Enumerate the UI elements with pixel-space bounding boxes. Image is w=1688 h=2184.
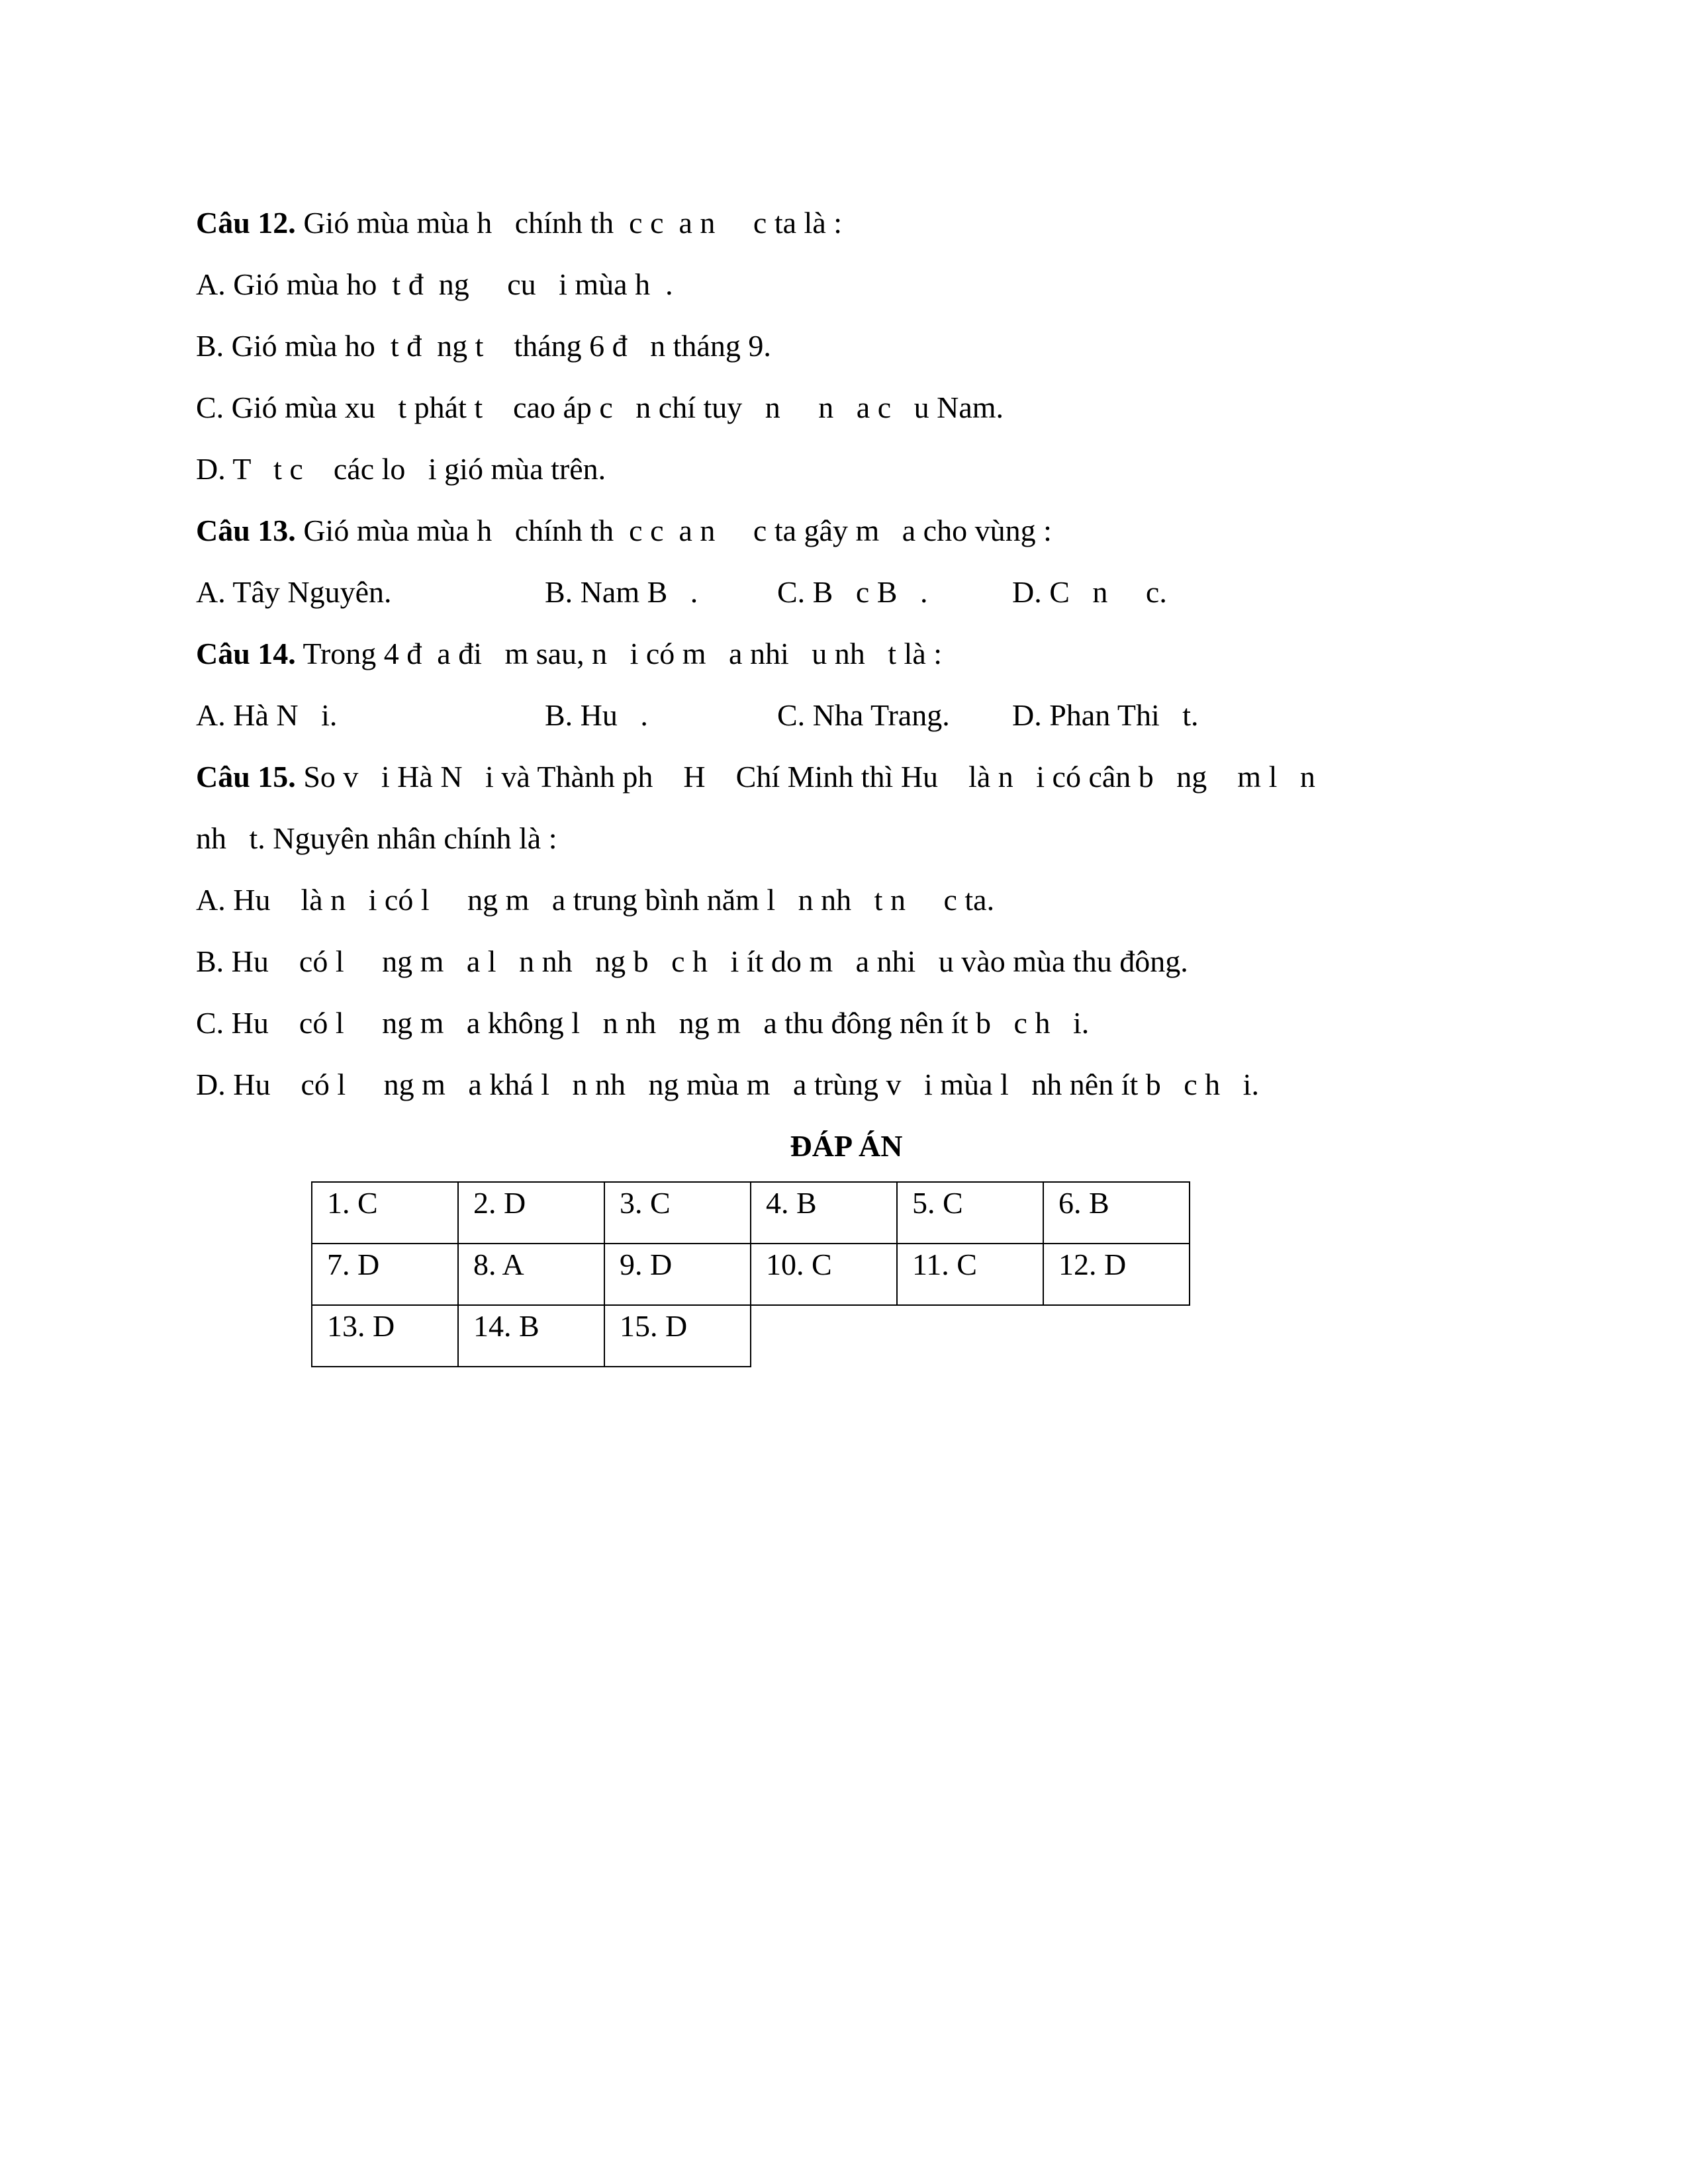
- question-13-option-b: B. Nam B .: [545, 575, 698, 609]
- question-13-option-d: D. C n c.: [1012, 575, 1167, 609]
- question-14-option-b: B. Hu .: [545, 698, 648, 732]
- question-13-text: Gió mùa mùa h chính th c c a n c ta gây m a cho vùng :: [295, 514, 1052, 547]
- answer-cell: 3. C: [604, 1182, 751, 1244]
- answer-cell: 1. C: [312, 1182, 458, 1244]
- answer-cell: 13. D: [312, 1305, 458, 1367]
- question-12-text: Gió mùa mùa h chính th c c a n c ta là :: [295, 206, 843, 240]
- question-12-option-b: B. Gió mùa ho t đ ng t tháng 6 đ n tháng 9.: [196, 329, 771, 363]
- question-13-option-c: C. B c B .: [777, 575, 928, 609]
- question-14-option-d: D. Phan Thi t.: [1012, 698, 1199, 732]
- table-row: [312, 1244, 1190, 1305]
- answer-cell: 6. B: [1043, 1182, 1190, 1244]
- table-row: [312, 1305, 1190, 1367]
- answer-cell: 15. D: [604, 1305, 751, 1367]
- question-15-option-a: A. Hu là n i có l ng m a trung bình năm l n nh t n c ta.: [196, 883, 995, 917]
- question-12-option-c: C. Gió mùa xu t phát t cao áp c n chí tuy n n a c u Nam.: [196, 390, 1004, 424]
- question-13-option-a: A. Tây Nguyên.: [196, 575, 392, 609]
- question-12-option-a: A. Gió mùa ho t đ ng cu i mùa h .: [196, 267, 673, 301]
- question-13-label: Câu 13.: [196, 514, 296, 547]
- question-14-option-c: C. Nha Trang.: [777, 698, 950, 732]
- question-14-stem: [196, 623, 1520, 684]
- question-13-stem: [196, 500, 1520, 561]
- empty-cell: [897, 1305, 1043, 1367]
- question-15-text-line2: nh t. Nguyên nhân chính là :: [196, 821, 557, 855]
- answer-cell: 12. D: [1043, 1244, 1190, 1305]
- answer-cell: 11. C: [897, 1244, 1043, 1305]
- question-15-option-d: D. Hu có l ng m a khá l n nh ng mùa m a trùng v i mùa l nh nên ít b c h i.: [196, 1068, 1259, 1101]
- answer-cell: 9. D: [604, 1244, 751, 1305]
- question-14-label: Câu 14.: [196, 637, 296, 670]
- answer-key-table: [311, 1181, 1190, 1367]
- empty-cell: [1043, 1305, 1190, 1367]
- question-12-label: Câu 12.: [196, 206, 296, 240]
- answer-cell: 7. D: [312, 1244, 458, 1305]
- question-15-stem: [196, 746, 1520, 807]
- question-14-option-a: A. Hà N i.: [196, 698, 338, 732]
- question-12-stem: [196, 192, 1520, 253]
- table-row: [312, 1182, 1190, 1244]
- answer-cell: 8. A: [458, 1244, 604, 1305]
- answer-cell: 4. B: [751, 1182, 897, 1244]
- answer-cell: 5. C: [897, 1182, 1043, 1244]
- empty-cell: [751, 1305, 897, 1367]
- question-15-option-c: C. Hu có l ng m a không l n nh ng m a thu đông nên ít b c h i.: [196, 1006, 1090, 1040]
- answer-cell: 14. B: [458, 1305, 604, 1367]
- question-14-options: [196, 684, 1520, 746]
- question-15-option-b: B. Hu có l ng m a l n nh ng b c h i ít do m a nhi u vào mùa thu đông.: [196, 944, 1188, 978]
- question-13-options: [196, 561, 1520, 623]
- question-15-text-line1: So v i Hà N i và Thành ph H Chí Minh thì Hu là n i có cân b ng m l n: [295, 760, 1315, 794]
- question-14-text: Trong 4 đ a đi m sau, n i có m a nhi u nh t là :: [295, 637, 943, 670]
- answer-key-title: ĐÁP ÁN: [790, 1129, 903, 1163]
- document-page: [196, 192, 1520, 1177]
- answer-cell: 10. C: [751, 1244, 897, 1305]
- answer-cell: 2. D: [458, 1182, 604, 1244]
- question-12-option-d: D. T t c các lo i gió mùa trên.: [196, 452, 606, 486]
- question-15-label: Câu 15.: [196, 760, 296, 794]
